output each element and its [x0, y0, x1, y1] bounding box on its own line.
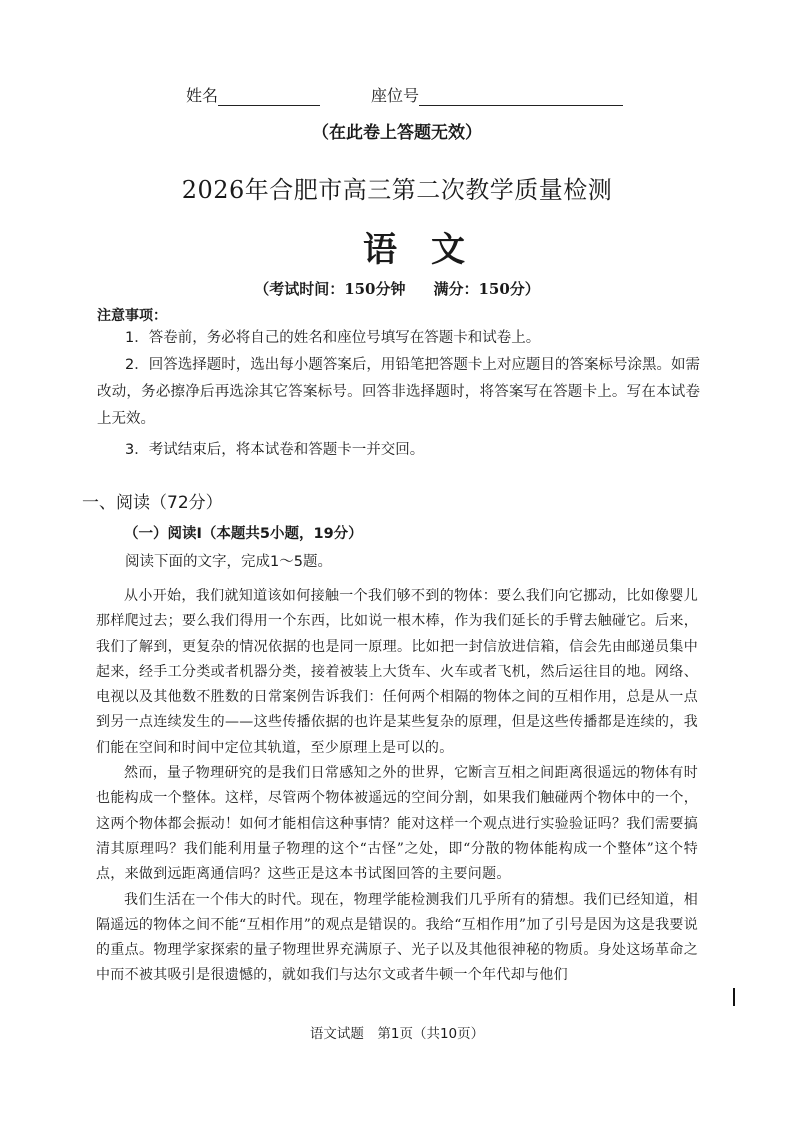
- passage-paragraph-2: 然而，量子物理研究的是我们日常感知之外的世界，它断言互相之间距离很遥远的物体有时也能构成一个整体。这样，尽管两个物体被遥远的空间分割，如果我们触碰两个物体中的一个，这两个物体都会振动！如何才能相信这种事情？能对这样一个观点进行实验验证吗？我们需要搞清其原理吗？我们能利用量子物理的这个“古怪”之处，即“分散的物体能构成一个整体”这个特点，来做到远距离通信吗？这些正是这本书试图回答的主要问题。: [96, 765, 698, 883]
- name-field: [186, 86, 320, 106]
- instruction-item-2: 2．回答选择题时，选出每小题答案后，用铅笔把答题卡上对应题目的答案标号涂黑。如需改动，务必擦净后再选涂其它答案标号。回答非选择题时，将答案写在答题卡上。写在本试卷上无效。: [97, 357, 700, 427]
- section-subtitle: （一）阅读Ⅰ（本题共5小题，19分）: [124, 526, 363, 542]
- reading-passage: [96, 584, 698, 989]
- margin-mark: [733, 988, 735, 1006]
- exam-info: [0, 278, 794, 299]
- exam-time: （考试时间：150分钟: [254, 280, 406, 298]
- exam-score: 满分：150分）: [433, 280, 540, 298]
- exam-title: 2026年合肥市高三第二次教学质量检测: [181, 176, 613, 204]
- invalid-notice: （在此卷上答题无效）: [312, 123, 482, 143]
- seat-label: 座位号: [371, 86, 420, 105]
- seat-field: [371, 86, 623, 106]
- name-blank: [218, 87, 320, 106]
- page-footer: 语文试题 第1页（共10页）: [309, 1026, 485, 1042]
- seat-blank: [419, 87, 623, 106]
- instructions-heading: 注意事项：: [97, 308, 167, 324]
- instruction-item-3: 3．考试结束后，将本试卷和答题卡一并交回。: [125, 442, 425, 458]
- instruction-item-1: 1．答卷前，务必将自己的姓名和座位号填写在答题卡和试卷上。: [125, 330, 541, 346]
- passage-paragraph-1: 从小开始，我们就知道该如何接触一个我们够不到的物体：要么我们向它挪动，比如像婴儿那样爬过去；要么我们得用一个东西，比如说一根木棒，作为我们延长的手臂去触碰它。后来，我们了解到，更复杂的情况依据的也是同一原理。比如把一封信放进信箱，信会先由邮递员集中起来，经手工分类或者机器分类，接着被装上大货车、火车或者飞机，然后运往目的地。网络、电视以及其他数不胜数的日常案例告诉我们：任何两个相隔的物体之间的互相作用，总是从一点到另一点连续发生的——这些传播依据的也许是某些复杂的原理，但是这些传播都是连续的，我们能在空间和时间中定位其轨道，至少原理上是可以的。: [96, 588, 698, 756]
- passage-paragraph-3: 我们生活在一个伟大的时代。现在，物理学能检测我们几乎所有的猜想。我们已经知道，相隔遥远的物体之间不能“互相作用”的观点是错误的。我给“互相作用”加了引号是因为这是我要说的重点。物理学家探索的量子物理世界充满原子、光子以及其他很神秘的物质。身处这场革命之中而不被其吸引是很遗憾的，就如我们与达尔文或者牛顿一个年代却与他们: [96, 891, 698, 984]
- name-label: 姓名: [186, 86, 219, 105]
- subject-title: 语文: [363, 230, 499, 270]
- section-title: 一、阅读（72分）: [82, 493, 223, 513]
- section-lead: 阅读下面的文字，完成1～5题。: [125, 554, 332, 570]
